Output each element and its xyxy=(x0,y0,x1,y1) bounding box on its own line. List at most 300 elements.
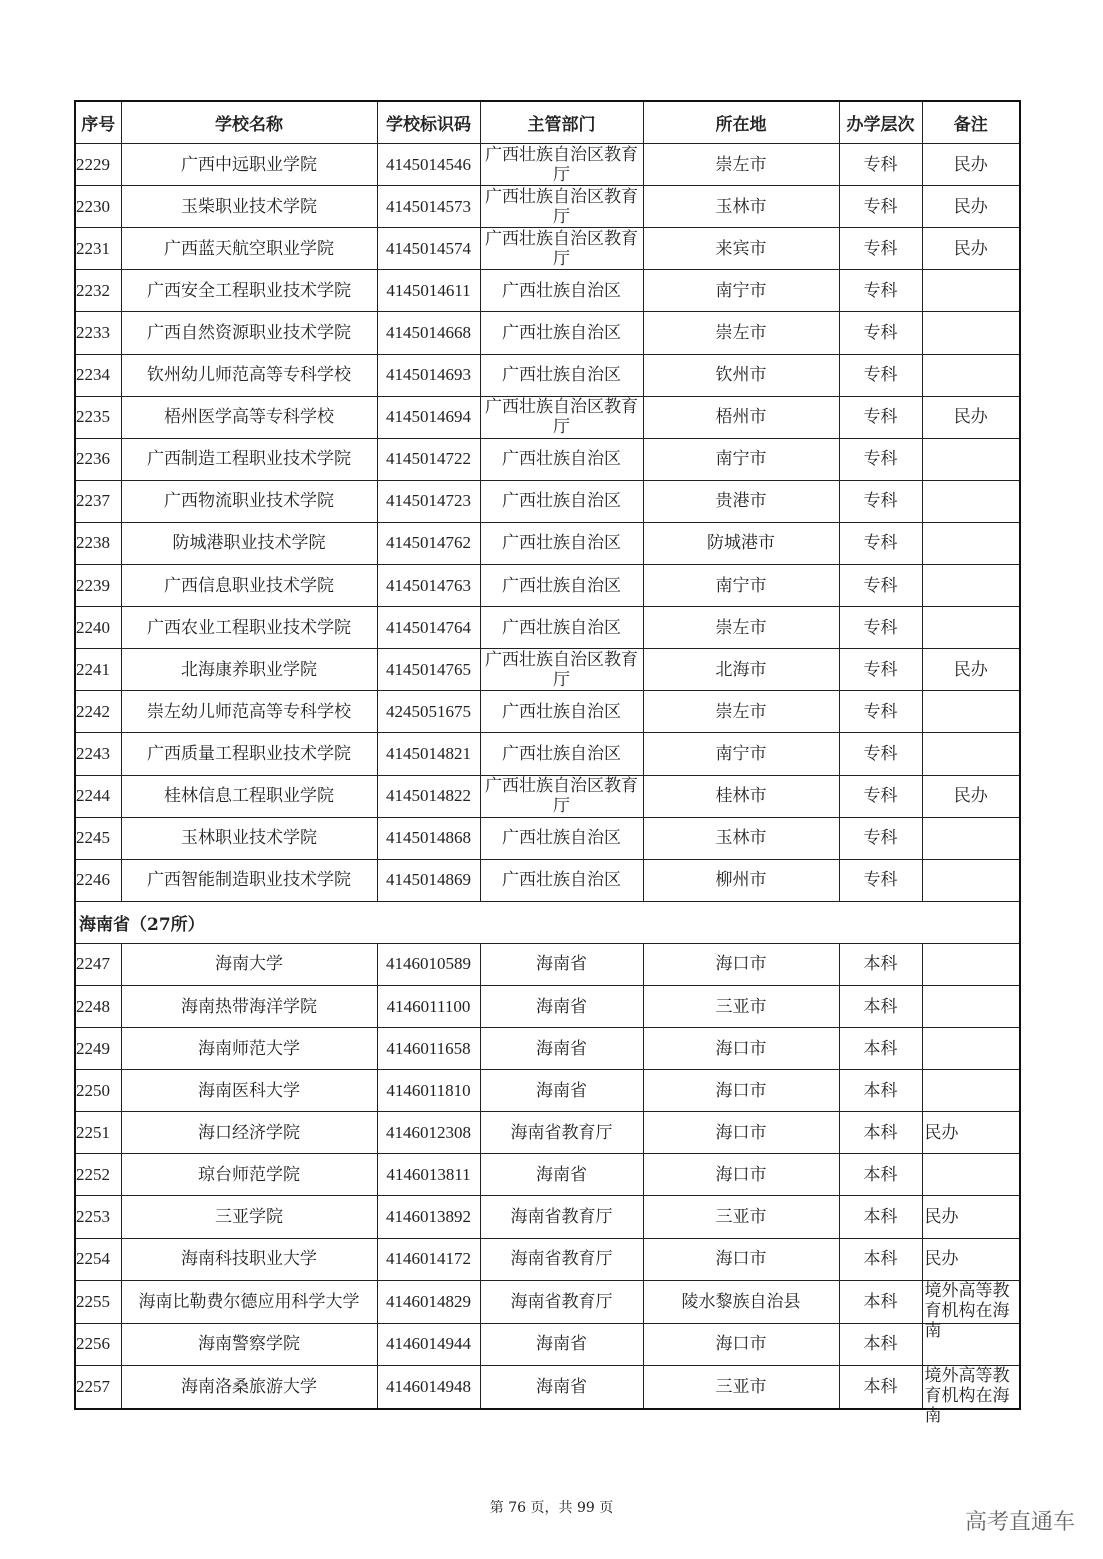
cell-index xyxy=(75,438,121,480)
cell-location xyxy=(643,354,839,396)
school-code-text: 4146013811 xyxy=(386,1164,471,1184)
cell-school-code xyxy=(377,396,480,438)
cell-department xyxy=(480,354,643,396)
school-name-text: 广西蓝天航空职业学院 xyxy=(164,238,334,259)
cell-level xyxy=(839,270,922,312)
index-text: 2249 xyxy=(76,1038,110,1058)
cell-level xyxy=(839,985,922,1027)
cell-school-code xyxy=(377,859,480,901)
cell-level xyxy=(839,522,922,564)
department-text: 海南省 xyxy=(536,954,587,975)
location-text: 海口市 xyxy=(715,1249,767,1270)
cell-location xyxy=(643,1070,839,1112)
section-title: 海南省（27所） xyxy=(75,901,1020,943)
table-row xyxy=(75,228,1020,270)
index-text: 2256 xyxy=(76,1334,110,1354)
cell-index xyxy=(75,1196,121,1238)
cell-school-name xyxy=(121,522,377,564)
cell-index xyxy=(75,396,121,438)
school-name-text: 海口经济学院 xyxy=(198,1122,300,1143)
cell-school-name xyxy=(121,817,377,859)
cell-school-code xyxy=(377,985,480,1027)
cell-department xyxy=(480,270,643,312)
cell-remarks xyxy=(922,607,1020,649)
location-text: 南宁市 xyxy=(715,280,767,301)
school-code-text: 4145014611 xyxy=(386,280,471,300)
index-text: 2257 xyxy=(76,1376,110,1396)
cell-index xyxy=(75,312,121,354)
cell-location xyxy=(643,691,839,733)
level-text: 本科 xyxy=(863,1334,898,1355)
table-row xyxy=(75,1112,1020,1154)
cell-remarks xyxy=(922,522,1020,564)
remarks-text: 民办 xyxy=(924,1122,959,1143)
cell-school-code xyxy=(377,186,480,228)
cell-location xyxy=(643,396,839,438)
location-text: 柳州市 xyxy=(715,870,767,891)
cell-remarks xyxy=(922,1112,1020,1154)
cell-location xyxy=(643,144,839,186)
cell-remarks xyxy=(922,438,1020,480)
department-text: 广西壮族自治区 xyxy=(502,575,621,596)
cell-level xyxy=(839,1070,922,1112)
school-code-text: 4145014764 xyxy=(386,617,471,637)
cell-remarks xyxy=(922,565,1020,607)
watermark: 高考直通车 xyxy=(965,1510,1076,1535)
location-text: 崇左市 xyxy=(715,154,767,175)
cell-level xyxy=(839,438,922,480)
school-name-text: 广西智能制造职业技术学院 xyxy=(147,870,351,891)
index-text: 2251 xyxy=(76,1122,110,1142)
cell-school-code xyxy=(377,775,480,817)
header-department: 主管部门 xyxy=(480,101,643,144)
cell-school-code xyxy=(377,480,480,522)
cell-level xyxy=(839,607,922,649)
location-text: 防城港市 xyxy=(707,533,775,554)
cell-department xyxy=(480,733,643,775)
cell-remarks xyxy=(922,1196,1020,1238)
table-row xyxy=(75,1280,1020,1323)
table-row xyxy=(75,1196,1020,1238)
level-text: 专科 xyxy=(863,870,898,891)
school-name-text: 梧州医学高等专科学校 xyxy=(164,407,334,428)
cell-remarks xyxy=(922,733,1020,775)
cell-school-name xyxy=(121,438,377,480)
table-row xyxy=(75,186,1020,228)
cell-index xyxy=(75,1070,121,1112)
cell-index xyxy=(75,1365,121,1409)
school-code-text: 4145014762 xyxy=(386,533,471,553)
index-text: 2250 xyxy=(76,1080,110,1100)
cell-school-name xyxy=(121,1238,377,1280)
cell-remarks xyxy=(922,1154,1020,1196)
table-row xyxy=(75,1154,1020,1196)
index-text: 2243 xyxy=(76,743,110,763)
remarks-text: 民办 xyxy=(953,407,988,428)
table-row xyxy=(75,354,1020,396)
department-text: 广西壮族自治区 xyxy=(502,533,621,554)
department-text: 广西壮族自治区 xyxy=(502,617,621,638)
table-row xyxy=(75,733,1020,775)
level-text: 专科 xyxy=(863,280,898,301)
cell-remarks xyxy=(922,817,1020,859)
location-text: 崇左市 xyxy=(715,701,767,722)
cell-index xyxy=(75,480,121,522)
cell-remarks xyxy=(922,228,1020,270)
cell-remarks xyxy=(922,1070,1020,1112)
level-text: 本科 xyxy=(863,1080,898,1101)
cell-school-name xyxy=(121,144,377,186)
cell-index xyxy=(75,817,121,859)
cell-level xyxy=(839,817,922,859)
cell-remarks xyxy=(922,186,1020,228)
header-location: 所在地 xyxy=(643,101,839,144)
remarks-text: 民办 xyxy=(953,238,988,259)
cell-level xyxy=(839,733,922,775)
cell-location xyxy=(643,649,839,691)
index-text: 2239 xyxy=(76,575,110,595)
cell-level xyxy=(839,144,922,186)
cell-index xyxy=(75,1238,121,1280)
location-text: 海口市 xyxy=(715,1080,767,1101)
department-text: 海南省教育厅 xyxy=(510,1249,613,1270)
index-text: 2237 xyxy=(76,491,110,511)
location-text: 崇左市 xyxy=(715,323,767,344)
level-text: 本科 xyxy=(863,1291,898,1312)
school-name-text: 防城港职业技术学院 xyxy=(172,533,326,554)
school-code-text: 4146011658 xyxy=(386,1038,471,1058)
department-text: 广西壮族自治区教育厅 xyxy=(485,144,638,185)
cell-index xyxy=(75,1280,121,1323)
school-code-text: 4146012308 xyxy=(386,1122,471,1142)
cell-school-code xyxy=(377,1112,480,1154)
cell-remarks xyxy=(922,691,1020,733)
table-row xyxy=(75,438,1020,480)
cell-school-name xyxy=(121,1028,377,1070)
school-code-text: 4146014172 xyxy=(386,1249,471,1269)
index-text: 2232 xyxy=(76,280,110,300)
table-row xyxy=(75,1323,1020,1365)
level-text: 专科 xyxy=(863,365,898,386)
cell-index xyxy=(75,943,121,985)
cell-school-code xyxy=(377,1154,480,1196)
cell-location xyxy=(643,1238,839,1280)
header-remarks: 备注 xyxy=(922,101,1020,144)
remarks-text: 民办 xyxy=(953,196,988,217)
department-text: 广西壮族自治区教育厅 xyxy=(485,397,638,438)
cell-remarks xyxy=(922,1280,1020,1341)
location-text: 玉林市 xyxy=(715,828,767,849)
table-row xyxy=(75,649,1020,691)
cell-school-name xyxy=(121,1365,377,1409)
department-text: 广西壮族自治区 xyxy=(502,870,621,891)
cell-school-name xyxy=(121,228,377,270)
cell-index xyxy=(75,1323,121,1365)
cell-location xyxy=(643,565,839,607)
index-text: 2246 xyxy=(76,870,110,890)
cell-department xyxy=(480,1154,643,1196)
level-text: 本科 xyxy=(863,1164,898,1185)
cell-department xyxy=(480,1070,643,1112)
cell-department xyxy=(480,186,643,228)
department-text: 海南省 xyxy=(536,1038,587,1059)
school-name-text: 广西安全工程职业技术学院 xyxy=(147,280,351,301)
department-text: 海南省 xyxy=(536,996,587,1017)
school-code-text: 4146011100 xyxy=(386,996,471,1016)
level-text: 专科 xyxy=(863,617,898,638)
location-text: 三亚市 xyxy=(715,996,767,1017)
cell-department xyxy=(480,312,643,354)
level-text: 本科 xyxy=(863,1122,898,1143)
cell-level xyxy=(839,1112,922,1154)
index-text: 2253 xyxy=(76,1206,110,1226)
location-text: 海口市 xyxy=(715,1038,767,1059)
cell-school-code xyxy=(377,691,480,733)
location-text: 陵水黎族自治县 xyxy=(681,1291,801,1312)
cell-department xyxy=(480,1196,643,1238)
cell-remarks xyxy=(922,354,1020,396)
index-text: 2229 xyxy=(76,154,110,174)
cell-location xyxy=(643,1365,839,1409)
department-text: 海南省 xyxy=(536,1164,587,1185)
department-text: 海南省教育厅 xyxy=(510,1122,613,1143)
index-text: 2242 xyxy=(76,701,110,721)
cell-index xyxy=(75,649,121,691)
school-code-text: 4146014948 xyxy=(386,1376,471,1396)
department-text: 海南省教育厅 xyxy=(510,1206,613,1227)
cell-index xyxy=(75,144,121,186)
school-name-text: 琼台师范学院 xyxy=(198,1164,300,1185)
location-text: 南宁市 xyxy=(715,743,767,764)
cell-school-name xyxy=(121,565,377,607)
cell-school-code xyxy=(377,817,480,859)
cell-school-name xyxy=(121,1196,377,1238)
level-text: 专科 xyxy=(863,575,898,596)
level-text: 本科 xyxy=(863,1206,898,1227)
cell-index xyxy=(75,985,121,1027)
cell-department xyxy=(480,1028,643,1070)
school-name-text: 海南医科大学 xyxy=(198,1080,300,1101)
school-name-text: 桂林信息工程职业学院 xyxy=(164,786,334,807)
cell-school-name xyxy=(121,985,377,1027)
school-name-text: 玉林职业技术学院 xyxy=(181,828,317,849)
cell-location xyxy=(643,775,839,817)
cell-department xyxy=(480,859,643,901)
cell-department xyxy=(480,943,643,985)
index-text: 2248 xyxy=(76,996,110,1016)
cell-department xyxy=(480,691,643,733)
cell-remarks xyxy=(922,1028,1020,1070)
department-text: 广西壮族自治区 xyxy=(502,323,621,344)
cell-school-code xyxy=(377,565,480,607)
page-number: 第 76 页，共 99 页 xyxy=(489,1500,614,1516)
level-text: 专科 xyxy=(863,238,898,259)
cell-school-name xyxy=(121,1323,377,1365)
school-name-text: 广西自然资源职业技术学院 xyxy=(147,323,351,344)
level-text: 专科 xyxy=(863,154,898,175)
school-name-text: 海南师范大学 xyxy=(198,1038,300,1059)
table-row xyxy=(75,144,1020,186)
department-text: 广西壮族自治区 xyxy=(502,280,621,301)
school-code-text: 4245051675 xyxy=(386,701,471,721)
cell-school-code xyxy=(377,607,480,649)
cell-school-name xyxy=(121,312,377,354)
cell-index xyxy=(75,354,121,396)
school-code-text: 4145014546 xyxy=(386,154,471,174)
cell-remarks xyxy=(922,859,1020,901)
cell-remarks xyxy=(922,270,1020,312)
location-text: 玉林市 xyxy=(715,196,767,217)
school-name-text: 玉柴职业技术学院 xyxy=(181,196,317,217)
department-text: 广西壮族自治区 xyxy=(502,491,621,512)
table-row xyxy=(75,775,1020,817)
index-text: 2235 xyxy=(76,407,110,427)
table-row xyxy=(75,270,1020,312)
cell-index xyxy=(75,1154,121,1196)
cell-department xyxy=(480,1112,643,1154)
cell-school-name xyxy=(121,607,377,649)
cell-department xyxy=(480,522,643,564)
school-name-text: 广西农业工程职业技术学院 xyxy=(147,617,351,638)
school-code-text: 4146011810 xyxy=(386,1080,471,1100)
department-text: 海南省 xyxy=(536,1334,587,1355)
remarks-text: 民办 xyxy=(953,659,988,680)
table-row xyxy=(75,607,1020,649)
cell-department xyxy=(480,396,643,438)
cell-location xyxy=(643,186,839,228)
remarks-text: 民办 xyxy=(953,786,988,807)
school-list-table xyxy=(74,100,1021,1426)
table-row xyxy=(75,1365,1020,1409)
cell-school-name xyxy=(121,943,377,985)
cell-remarks xyxy=(922,480,1020,522)
index-text: 2247 xyxy=(76,954,110,974)
department-text: 广西壮族自治区 xyxy=(502,701,621,722)
cell-location xyxy=(643,270,839,312)
cell-school-code xyxy=(377,1323,480,1365)
cell-school-name xyxy=(121,396,377,438)
remarks-text: 民办 xyxy=(924,1206,959,1227)
header-level: 办学层次 xyxy=(839,101,922,144)
cell-location xyxy=(643,1154,839,1196)
cell-school-code xyxy=(377,1070,480,1112)
level-text: 专科 xyxy=(863,533,898,554)
school-name-text: 广西物流职业技术学院 xyxy=(164,491,334,512)
department-text: 海南省教育厅 xyxy=(510,1291,613,1312)
table-row xyxy=(75,312,1020,354)
cell-school-name xyxy=(121,270,377,312)
cell-remarks xyxy=(922,1365,1020,1426)
cell-location xyxy=(643,1112,839,1154)
department-text: 广西壮族自治区 xyxy=(502,828,621,849)
header-school-code: 学校标识码 xyxy=(377,101,480,144)
cell-school-name xyxy=(121,733,377,775)
cell-location xyxy=(643,1028,839,1070)
school-name-text: 海南比勒费尔德应用科学大学 xyxy=(138,1291,360,1312)
table-row xyxy=(75,1238,1020,1280)
section-row xyxy=(75,901,1020,943)
index-text: 2254 xyxy=(76,1249,110,1269)
index-text: 2236 xyxy=(76,449,110,469)
school-code-text: 4145014693 xyxy=(386,365,471,385)
cell-school-code xyxy=(377,733,480,775)
cell-school-code xyxy=(377,228,480,270)
cell-location xyxy=(643,943,839,985)
department-text: 广西壮族自治区 xyxy=(502,449,621,470)
cell-remarks xyxy=(922,1238,1020,1280)
table-header-row xyxy=(75,101,1020,144)
table-row xyxy=(75,396,1020,438)
cell-school-code xyxy=(377,270,480,312)
table-row xyxy=(75,1070,1020,1112)
cell-department xyxy=(480,775,643,817)
level-text: 本科 xyxy=(863,954,898,975)
table-row xyxy=(75,480,1020,522)
cell-level xyxy=(839,186,922,228)
department-text: 广西壮族自治区 xyxy=(502,365,621,386)
level-text: 专科 xyxy=(863,449,898,470)
cell-school-name xyxy=(121,775,377,817)
level-text: 本科 xyxy=(863,1376,898,1397)
department-text: 广西壮族自治区 xyxy=(502,743,621,764)
level-text: 专科 xyxy=(863,828,898,849)
cell-remarks xyxy=(922,312,1020,354)
department-text: 海南省 xyxy=(536,1080,587,1101)
cell-school-name xyxy=(121,1154,377,1196)
school-code-text: 4146010589 xyxy=(386,954,471,974)
location-text: 北海市 xyxy=(715,659,767,680)
cell-school-code xyxy=(377,1028,480,1070)
cell-school-name xyxy=(121,649,377,691)
location-text: 南宁市 xyxy=(715,449,767,470)
cell-level xyxy=(839,1238,922,1280)
header-school-name: 学校名称 xyxy=(121,101,377,144)
location-text: 梧州市 xyxy=(715,407,767,428)
cell-index xyxy=(75,270,121,312)
location-text: 三亚市 xyxy=(715,1376,767,1397)
table-row xyxy=(75,985,1020,1027)
school-code-text: 4145014668 xyxy=(386,323,471,343)
cell-department xyxy=(480,1365,643,1409)
cell-location xyxy=(643,859,839,901)
cell-level xyxy=(839,1154,922,1196)
cell-department xyxy=(480,438,643,480)
table-row xyxy=(75,1028,1020,1070)
table-row xyxy=(75,943,1020,985)
location-text: 来宾市 xyxy=(715,238,767,259)
cell-department xyxy=(480,565,643,607)
cell-department xyxy=(480,649,643,691)
cell-level xyxy=(839,396,922,438)
cell-level xyxy=(839,859,922,901)
cell-school-code xyxy=(377,943,480,985)
level-text: 专科 xyxy=(863,196,898,217)
cell-department xyxy=(480,1280,643,1323)
school-code-text: 4145014694 xyxy=(386,407,471,427)
index-text: 2244 xyxy=(76,786,110,806)
cell-school-name xyxy=(121,1280,377,1323)
cell-index xyxy=(75,859,121,901)
school-code-text: 4145014822 xyxy=(386,786,471,806)
cell-location xyxy=(643,985,839,1027)
cell-location xyxy=(643,1196,839,1238)
cell-index xyxy=(75,186,121,228)
cell-school-code xyxy=(377,1365,480,1409)
school-code-text: 4145014723 xyxy=(386,491,471,511)
department-text: 广西壮族自治区教育厅 xyxy=(485,649,638,690)
cell-department xyxy=(480,480,643,522)
school-name-text: 海南科技职业大学 xyxy=(181,1249,317,1270)
